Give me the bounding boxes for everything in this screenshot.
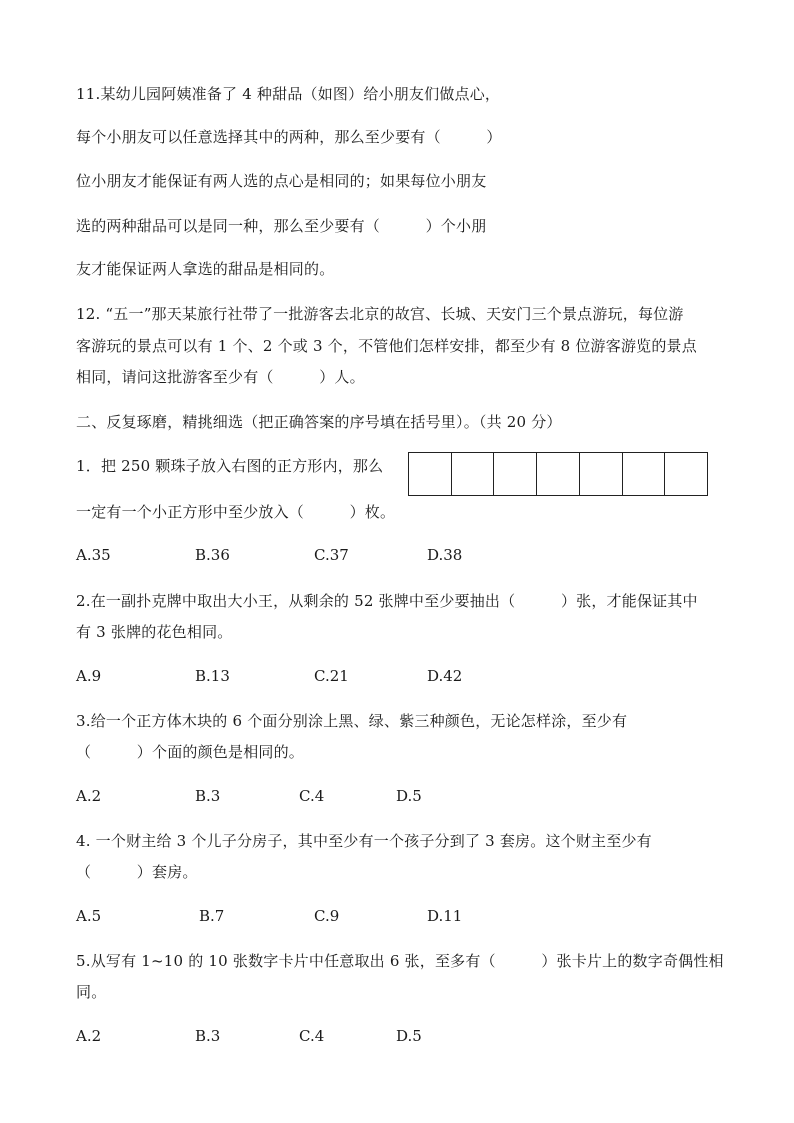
mc2-option-d: D.42 xyxy=(427,667,463,685)
mc3-line-2: （ ）个面的颜色是相同的。 xyxy=(76,743,305,761)
section-2-title: 二、反复琢磨，精挑细选（把正确答案的序号填在括号里）。（共 20 分） xyxy=(76,413,562,431)
mc3-option-a: A.2 xyxy=(76,787,102,805)
q11-line-3: 位小朋友才能保证有两人选的点心是相同的；如果每位小朋友 xyxy=(76,172,487,190)
mc4-option-c: C.9 xyxy=(314,907,340,925)
mc1-option-b: B.36 xyxy=(195,546,230,564)
mc2-option-a: A.9 xyxy=(76,667,102,685)
q11-line-4: 选的两种甜品可以是同一种，那么至少要有（ ）个小朋 xyxy=(76,217,487,235)
mc2-option-b: B.13 xyxy=(195,667,230,685)
mc5-option-d: D.5 xyxy=(396,1027,422,1045)
mc3-option-b: B.3 xyxy=(195,787,221,805)
mc2-option-c: C.21 xyxy=(314,667,349,685)
q12-line-3: 相同，请问这批游客至少有（ ）人。 xyxy=(76,368,365,386)
mc3-line-1: 3.给一个正方体木块的 6 个面分别涂上黑、绿、紫三种颜色，无论怎样涂，至少有 xyxy=(76,712,628,730)
grid-cell xyxy=(665,453,707,495)
mc4-line-1: 4. 一个财主给 3 个儿子分房子，其中至少有一个孩子分到了 3 套房。这个财主至少有 xyxy=(76,832,652,850)
mc5-line-1: 5.从写有 1~10 的 10 张数字卡片中任意取出 6 张，至多有（ ）张卡片上的数字奇偶性相 xyxy=(76,952,724,970)
mc1-option-d: D.38 xyxy=(427,546,463,564)
mc4-option-d: D.11 xyxy=(427,907,463,925)
grid-cell xyxy=(623,453,666,495)
mc4-line-2: （ ）套房。 xyxy=(76,863,198,881)
mc3-option-c: C.4 xyxy=(299,787,325,805)
mc1-line-2: 一定有一个小正方形中至少放入（ ）枚。 xyxy=(76,503,396,521)
mc2-line-1: 2.在一副扑克牌中取出大小王，从剩余的 52 张牌中至少要抽出（ ）张，才能保证其中 xyxy=(76,592,698,610)
q11-line-1: 11.某幼儿园阿姨准备了 4 种甜品（如图）给小朋友们做点心， xyxy=(76,85,501,103)
mc5-option-a: A.2 xyxy=(76,1027,102,1045)
mc1-option-a: A.35 xyxy=(76,546,111,564)
square-grid-figure xyxy=(408,452,708,496)
grid-cell xyxy=(537,453,580,495)
grid-cell xyxy=(452,453,495,495)
mc1-option-c: C.37 xyxy=(314,546,349,564)
q12-line-1: 12. “五一”那天某旅行社带了一批游客去北京的故宫、长城、天安门三个景点游玩，每位游 xyxy=(76,305,684,323)
mc3-option-d: D.5 xyxy=(396,787,422,805)
q12-line-2: 客游玩的景点可以有 1 个、2 个或 3 个，不管他们怎样安排，都至少有 8 位游客游览的景点 xyxy=(76,337,697,355)
mc5-line-2: 同。 xyxy=(76,983,107,1001)
mc5-option-b: B.3 xyxy=(195,1027,221,1045)
mc5-option-c: C.4 xyxy=(299,1027,325,1045)
q11-line-5: 友才能保证两人拿选的甜品是相同的。 xyxy=(76,260,335,278)
mc4-option-b: B.7 xyxy=(199,907,225,925)
grid-cell xyxy=(494,453,537,495)
grid-cell xyxy=(409,453,452,495)
mc2-line-2: 有 3 张牌的花色相同。 xyxy=(76,623,233,641)
grid-cell xyxy=(580,453,623,495)
q11-line-2: 每个小朋友可以任意选择其中的两种，那么至少要有（ ） xyxy=(76,128,502,146)
mc4-option-a: A.5 xyxy=(76,907,102,925)
mc1-line-1: 1．把 250 颗珠子放入右图的正方形内，那么 xyxy=(76,457,384,475)
